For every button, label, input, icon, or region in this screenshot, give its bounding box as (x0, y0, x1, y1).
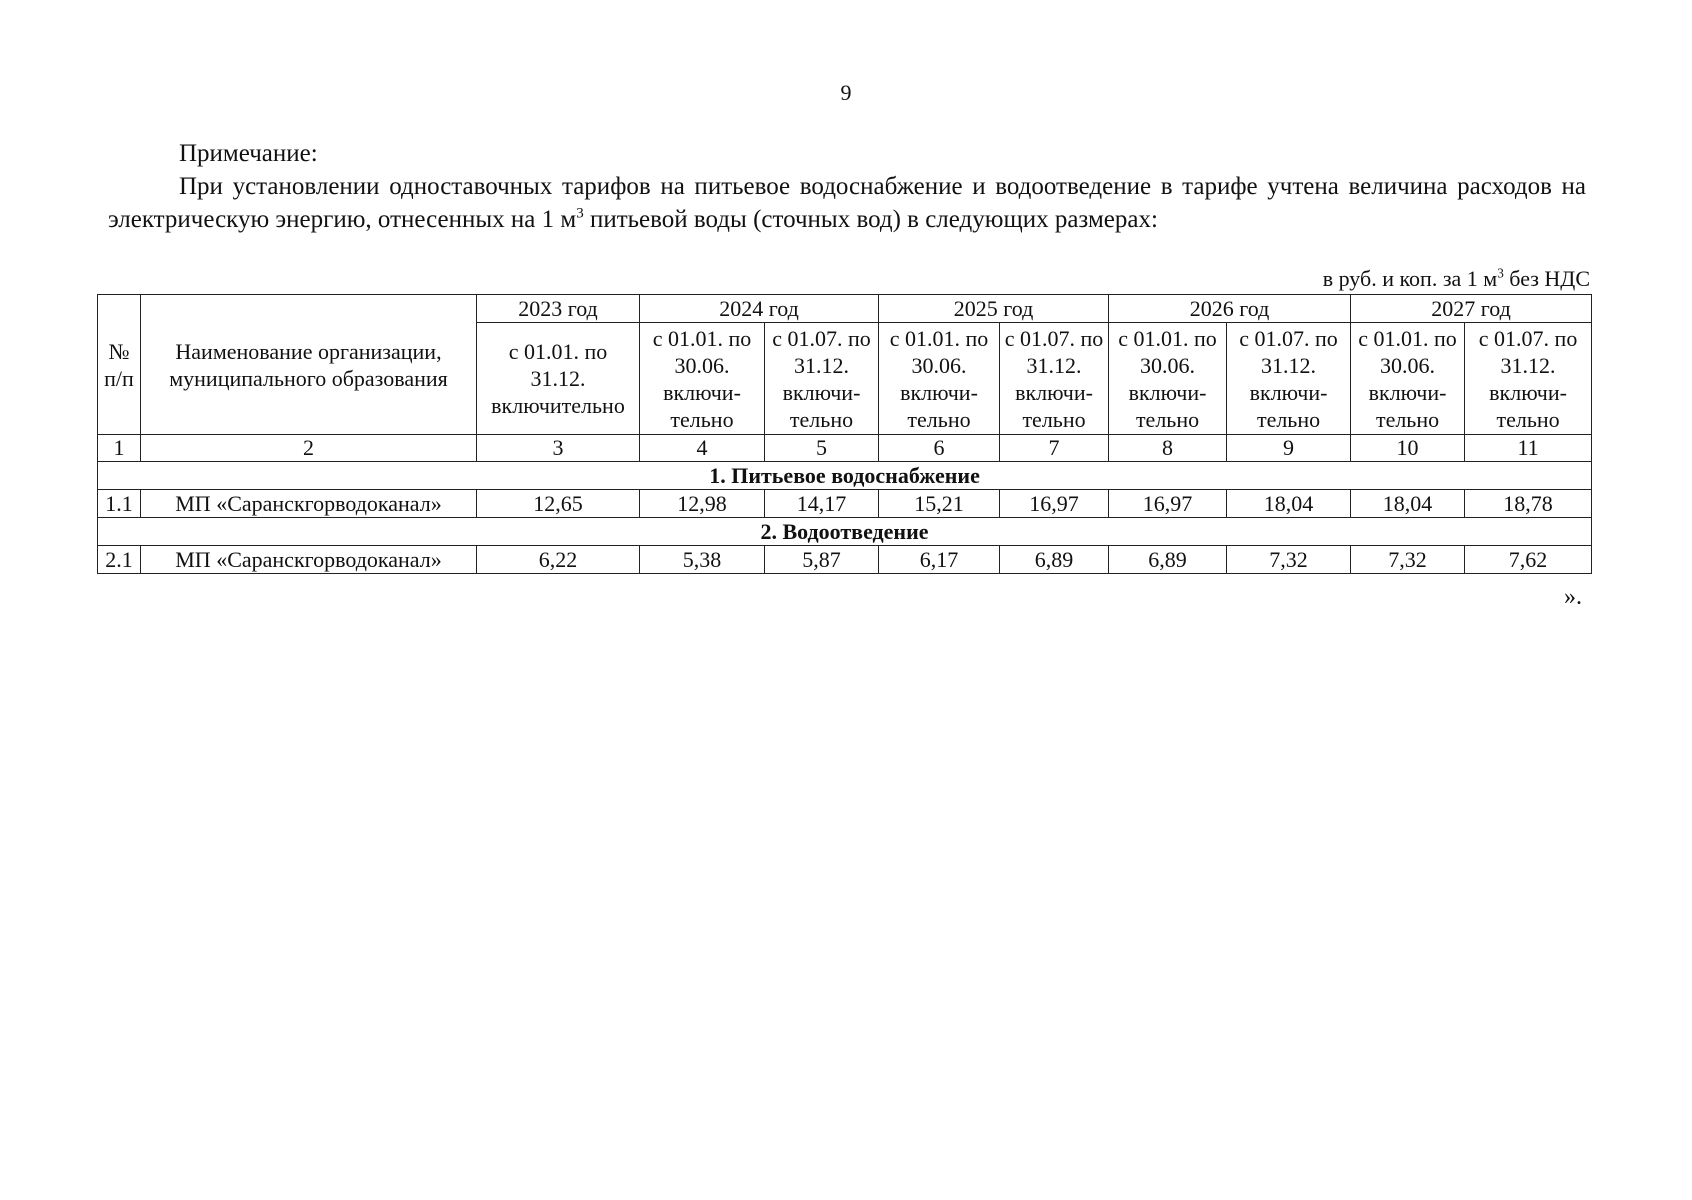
note-text-part-2: питьевой воды (сточных вод) в следующих размерах: (583, 206, 1158, 233)
section-row (98, 462, 1592, 490)
tariff-value: 18,04 (1227, 490, 1351, 518)
header-period: с 01.07. по 31.12. включи-тельно (1000, 323, 1109, 435)
note-title: Примечание: (179, 140, 318, 167)
tariff-value: 5,87 (765, 546, 879, 574)
column-number: 2 (141, 435, 477, 462)
row-number: 1.1 (98, 490, 141, 518)
table-row (98, 546, 1592, 574)
tariff-value: 16,97 (1109, 490, 1227, 518)
note-text-part-1: При установлении одноставочных тарифов на питьевое водоснабжение и водоотведение в тарифе учтена величина расходов на электрическую энергию, отнесенных на 1 м (108, 173, 1586, 233)
table-row (98, 490, 1592, 518)
tariff-value: 18,04 (1351, 490, 1465, 518)
column-number: 10 (1351, 435, 1465, 462)
tariff-value: 6,89 (1000, 546, 1109, 574)
tariff-value: 7,62 (1465, 546, 1592, 574)
tariff-value: 16,97 (1000, 490, 1109, 518)
units-caption (1323, 266, 1590, 292)
column-number: 11 (1465, 435, 1592, 462)
header-period: с 01.01. по 30.06. включи-тельно (640, 323, 765, 435)
tariff-value: 7,32 (1227, 546, 1351, 574)
section-title: 1. Питьевое водоснабжение (98, 462, 1592, 490)
header-period: с 01.07. по 31.12. включи-тельно (765, 323, 879, 435)
tariff-value: 6,89 (1109, 546, 1227, 574)
units-part-2: без НДС (1503, 266, 1590, 291)
header-period: с 01.07. по 31.12. включи-тельно (1465, 323, 1592, 435)
tariff-value: 6,22 (477, 546, 640, 574)
column-number: 1 (98, 435, 141, 462)
header-year: 2023 год (477, 295, 640, 323)
column-number: 7 (1000, 435, 1109, 462)
closing-quote: ». (1564, 584, 1582, 610)
column-number: 6 (879, 435, 1000, 462)
tariff-value: 14,17 (765, 490, 879, 518)
column-number: 5 (765, 435, 879, 462)
header-period: с 01.01. по 30.06. включи-тельно (1351, 323, 1465, 435)
header-year: 2024 год (640, 295, 879, 323)
header-period: с 01.01. по 30.06. включи-тельно (879, 323, 1000, 435)
column-number: 3 (477, 435, 640, 462)
page-number: 9 (840, 80, 852, 105)
units-part-1: в руб. и коп. за 1 м (1322, 266, 1498, 291)
header-no: № п/п (98, 295, 141, 435)
header-year: 2025 год (879, 295, 1109, 323)
tariff-value: 6,17 (879, 546, 1000, 574)
row-number: 2.1 (98, 546, 141, 574)
header-row-years (98, 295, 1592, 323)
header-year: 2027 год (1351, 295, 1592, 323)
header-org-name: Наименование организации, муниципального образования (141, 295, 477, 435)
tariff-table (97, 294, 1592, 574)
section-title: 2. Водоотведение (98, 518, 1592, 546)
tariff-value: 18,78 (1465, 490, 1592, 518)
org-name: МП «Саранскгорводоканал» (141, 490, 477, 518)
tariff-value: 5,38 (640, 546, 765, 574)
note-text (108, 170, 1586, 236)
tariff-value: 12,65 (477, 490, 640, 518)
header-period: с 01.07. по 31.12. включи-тельно (1227, 323, 1351, 435)
column-number: 4 (640, 435, 765, 462)
column-number-row (98, 435, 1592, 462)
column-number: 8 (1109, 435, 1227, 462)
tariff-value: 7,32 (1351, 546, 1465, 574)
units-sup: 3 (1497, 265, 1504, 281)
header-period: с 01.01. по 31.12. включительно (477, 323, 640, 435)
tariff-value: 12,98 (640, 490, 765, 518)
org-name: МП «Саранскгорводоканал» (141, 546, 477, 574)
section-row (98, 518, 1592, 546)
note-text-sup: 3 (576, 205, 584, 222)
column-number: 9 (1227, 435, 1351, 462)
header-year: 2026 год (1109, 295, 1351, 323)
header-period: с 01.01. по 30.06. включи-тельно (1109, 323, 1227, 435)
tariff-value: 15,21 (879, 490, 1000, 518)
